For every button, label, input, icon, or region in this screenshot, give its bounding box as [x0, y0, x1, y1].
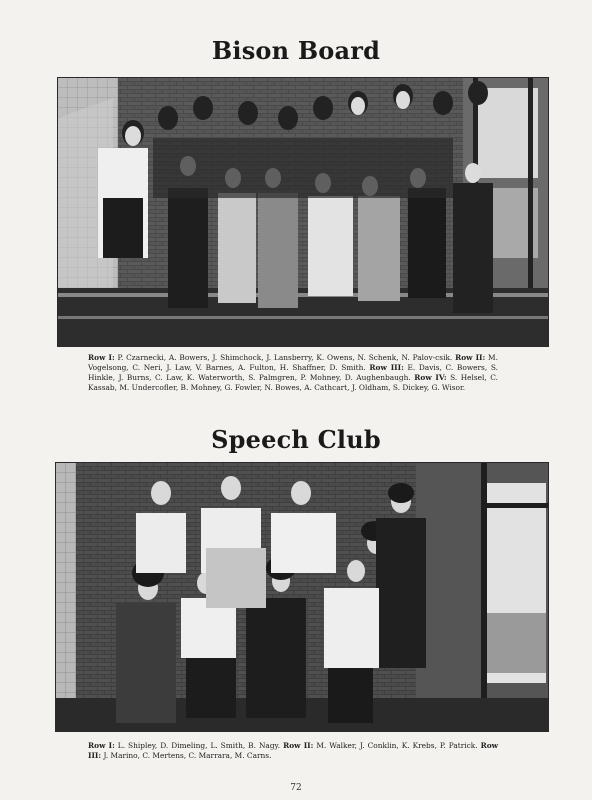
caption-row-label: Row III:: [88, 741, 499, 760]
caption-row-label: Row IV:: [414, 373, 447, 382]
photo-caption-bison-board: [88, 353, 498, 393]
section-title-bison-board: Bison Board: [211, 36, 381, 65]
caption-row-label: Row I:: [88, 353, 115, 362]
caption-row-label: Row II:: [283, 741, 314, 750]
caption-row-names: S. Helsel, C. Kassab, M. Undercofler, B. Mohney, G. Fowler, N. Bowes, A. Cathcart, J. Oldham, S. Dickey, G. Wisor.: [88, 373, 498, 392]
caption-row-names: E. Davis, C. Bowers, S. Hinkle, J. Burns, C. Law, K. Waterworth, S. Palmgren, P. Mohney, D. Aughenbaugh.: [88, 363, 498, 382]
page-number: 72: [290, 783, 302, 793]
caption-row-label: Row II:: [455, 353, 486, 362]
caption-row-names: P. Czarnecki, A. Bowers, J. Shimchock, J. Lansberry, K. Owens, N. Schenk, N. Palov-csik.: [114, 353, 456, 362]
section-title-speech-club: Speech Club: [211, 425, 381, 454]
caption-row-names: J. Marino, C. Mertens, C. Marrara, M. Carns.: [101, 751, 272, 760]
caption-row-names: L. Shipley, D. Dimeling, L. Smith, B. Nagy.: [114, 741, 284, 750]
caption-row-label: Row I:: [88, 741, 115, 750]
caption-row-label: Row III:: [369, 363, 404, 372]
caption-row-names: M. Walker, J. Conklin, K. Krebs, P. Patrick.: [313, 741, 481, 750]
group-photo-bison-board: [57, 77, 549, 347]
photo-caption-speech-club: [88, 741, 498, 761]
caption-row-names: M. Vogelsong, C. Neri, J. Law, V. Barnes, A. Fulton, H. Shaffner, D. Smith.: [88, 353, 498, 372]
group-photo-speech-club: [55, 462, 549, 732]
